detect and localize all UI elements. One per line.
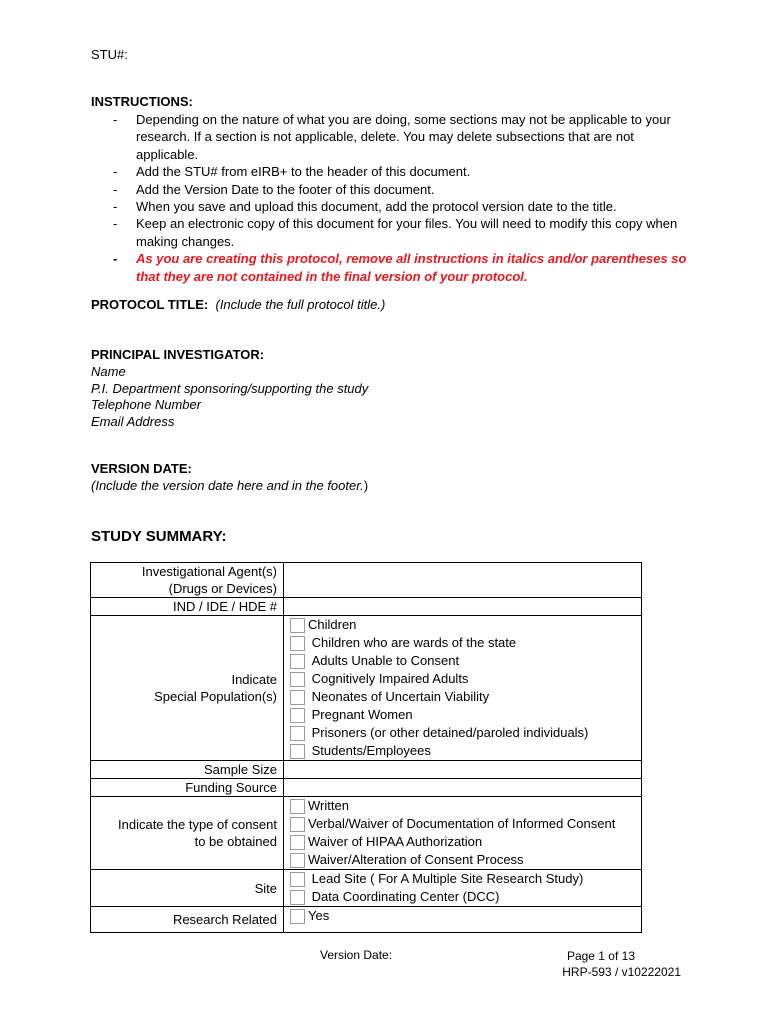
protocol-title	[91, 297, 385, 312]
protocol-title-hint: (Include the full protocol title.)	[215, 297, 386, 312]
agents-label: Investigational Agent(s) (Drugs or Devices)	[91, 563, 284, 598]
pi-department: P.I. Department sponsoring/supporting the study	[91, 380, 369, 396]
instruction-item: - When you save and upload this document, add the protocol version date to the title.	[113, 199, 617, 215]
sample-size-label: Sample Size	[91, 761, 284, 779]
ind-label: IND / IDE / HDE #	[91, 598, 284, 616]
option-written[interactable]: Written	[290, 797, 641, 815]
instructions-list	[91, 111, 691, 285]
footer-page-info	[560, 948, 681, 980]
pi-phone: Telephone Number	[91, 397, 202, 413]
version-date-hint: (Include the version date here and in the footer.)	[91, 477, 369, 493]
checkbox[interactable]	[290, 853, 305, 868]
option-alteration[interactable]: Waiver/Alteration of Consent Process	[290, 851, 641, 869]
footer-form-id: HRP-593 / v10222021	[562, 965, 681, 979]
instruction-item: - Add the STU# from eIRB+ to the header of this document.	[113, 164, 471, 180]
option-hipaa-waiver[interactable]: Waiver of HIPAA Authorization	[290, 833, 641, 851]
special-populations-label: Indicate Special Population(s)	[91, 616, 284, 761]
option-verbal-waiver[interactable]: Verbal/Waiver of Documentation of Informed Consent	[290, 815, 641, 833]
checkbox[interactable]	[290, 872, 305, 887]
instruction-item-warning: - As you are creating this protocol, remove all instructions in italics and/or parentheses so that they are not contained in the final version of your protocol.	[113, 251, 687, 284]
table-row	[91, 616, 642, 761]
study-summary-title: STUDY SUMMARY:	[91, 528, 227, 545]
checkbox[interactable]	[290, 636, 305, 651]
checkbox[interactable]	[290, 817, 305, 832]
option-wards[interactable]: Children who are wards of the state	[290, 634, 641, 652]
header-stu-number: STU#:	[91, 47, 128, 62]
table-row	[91, 907, 642, 933]
instruction-item: - Depending on the nature of what you are doing, some sections may not be applicable to your research. If a section is not applicable, delete. You may delete subsections that are not applicable.	[113, 112, 671, 162]
option-children[interactable]: Children	[290, 616, 641, 634]
instruction-item: - Add the Version Date to the footer of this document.	[113, 181, 435, 197]
pi-label: PRINCIPAL INVESTIGATOR:	[91, 347, 265, 362]
protocol-title-label: PROTOCOL TITLE:	[91, 297, 209, 312]
research-related-label: Research Related	[91, 907, 284, 933]
table-row	[91, 870, 642, 907]
research-related-options	[284, 907, 642, 933]
option-adults-unable[interactable]: Adults Unable to Consent	[290, 652, 641, 670]
site-options	[284, 870, 642, 907]
footer-page-number: Page 1 of 13	[566, 949, 635, 963]
checkbox[interactable]	[290, 672, 305, 687]
funding-label: Funding Source	[91, 779, 284, 797]
option-students[interactable]: Students/Employees	[290, 742, 641, 760]
table-row	[91, 761, 642, 779]
special-populations-options	[284, 616, 642, 761]
table-row	[91, 563, 642, 598]
checkbox[interactable]	[290, 799, 305, 814]
version-date-block	[91, 461, 368, 495]
instructions-title: INSTRUCTIONS:	[91, 94, 193, 109]
table-row	[91, 598, 642, 616]
checkbox[interactable]	[290, 890, 305, 905]
instruction-item: - Keep an electronic copy of this document for your files. You will need to modify this copy when making changes.	[113, 216, 678, 249]
principal-investigator-block	[91, 347, 368, 431]
footer-version-date: Version Date:	[320, 948, 393, 962]
checkbox[interactable]	[290, 835, 305, 850]
option-dcc[interactable]: Data Coordinating Center (DCC)	[290, 888, 641, 906]
consent-label: Indicate the type of consent to be obtained	[91, 797, 284, 870]
version-date-label: VERSION DATE:	[91, 461, 192, 476]
study-summary-table	[90, 562, 642, 933]
agents-value[interactable]	[284, 563, 642, 598]
option-pregnant[interactable]: Pregnant Women	[290, 706, 641, 724]
sample-size-value[interactable]	[284, 761, 642, 779]
ind-value[interactable]	[284, 598, 642, 616]
checkbox[interactable]	[290, 654, 305, 669]
option-lead-site[interactable]: Lead Site ( For A Multiple Site Research Study)	[290, 870, 641, 888]
checkbox[interactable]	[290, 690, 305, 705]
checkbox[interactable]	[290, 726, 305, 741]
table-row	[91, 779, 642, 797]
checkbox[interactable]	[290, 618, 305, 633]
option-neonates[interactable]: Neonates of Uncertain Viability	[290, 688, 641, 706]
site-label: Site	[91, 870, 284, 907]
pi-name: Name	[91, 363, 126, 379]
consent-options	[284, 797, 642, 870]
checkbox[interactable]	[290, 708, 305, 723]
table-row	[91, 797, 642, 870]
funding-value[interactable]	[284, 779, 642, 797]
option-yes[interactable]: Yes	[290, 907, 641, 925]
checkbox[interactable]	[290, 744, 305, 759]
checkbox[interactable]	[290, 909, 305, 924]
option-cognitively-impaired[interactable]: Cognitively Impaired Adults	[290, 670, 641, 688]
pi-email: Email Address	[91, 414, 175, 430]
option-prisoners[interactable]: Prisoners (or other detained/paroled individuals)	[290, 724, 641, 742]
